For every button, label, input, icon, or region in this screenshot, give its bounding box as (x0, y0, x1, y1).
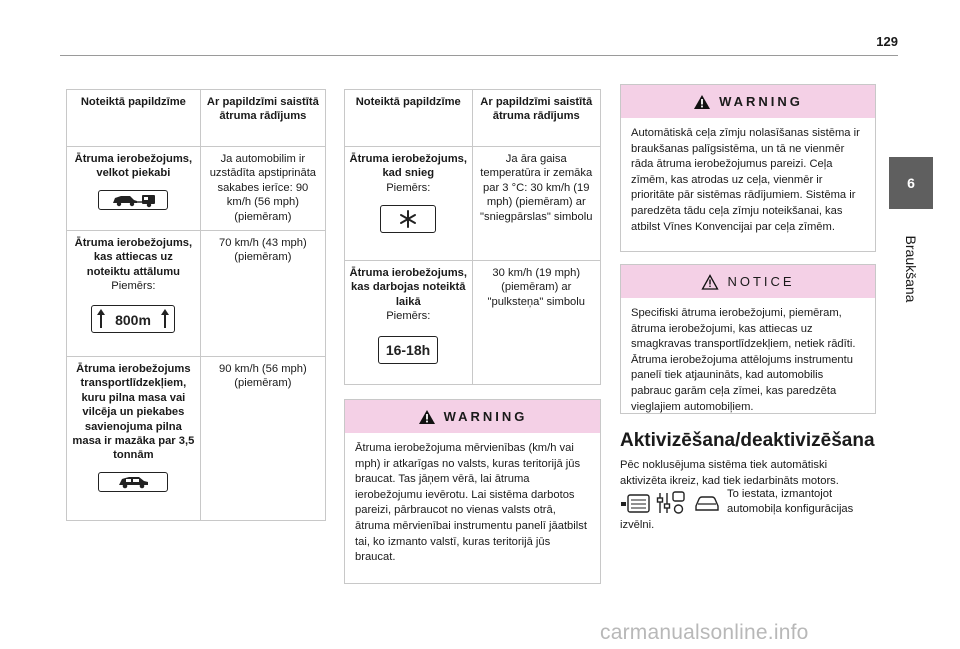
row-label: Ātruma ierobežojums, kad snieg (349, 153, 467, 180)
watermark: carmanualsonline.info (600, 621, 809, 644)
car-with-trailer-icon (98, 190, 168, 210)
example-label: Piemērs: (386, 310, 431, 323)
snowflake-icon (380, 205, 436, 233)
example-label: Piemērs: (111, 280, 156, 293)
notice-text: Specifiski ātruma ierobežojumi, piemēram, ātruma ierobežojumi, kas attiecas uz smagkravas transportlīdzekļiem, netiek rādīti. Ātruma ierobežojuma attēlojums instrumentu panelī tiek atjaunināts, kad automobilis pabrauc garām ceļa zīmei, kas paredzēta vieglajiem automobiļiem. (631, 307, 856, 413)
chapter-title-text: Braukšana (903, 235, 919, 303)
table-row (67, 357, 326, 521)
table-header: Ar papildzīmi saistītā ātruma rādījums (200, 90, 325, 147)
chapter-title (889, 214, 933, 324)
table-header: Noteiktā papildzīme (67, 90, 201, 147)
warning-header (621, 85, 875, 118)
warning-box-units (344, 399, 601, 584)
table-header: Noteiktā papildzīme (345, 90, 473, 147)
warning-title: WARNING (443, 409, 528, 424)
warning-triangle-icon (693, 94, 711, 110)
row-label: Ātruma ierobežojums transportlīdzekļiem, kuru pilna masa vai vilcēja un piekabes savienojuma pilna masa ir mazāka par 3,5 tonnām (72, 363, 195, 462)
car-config-icon (692, 492, 722, 514)
distance-arrows-icon (91, 305, 175, 333)
notice-title: NOTICE (727, 274, 795, 289)
section-heading: Aktivizēšana/deaktivizēšana (620, 430, 875, 451)
table-header-row (345, 90, 601, 147)
table-row (345, 261, 601, 385)
notice-triangle-icon (701, 274, 719, 290)
config-tail: izvēlni. (620, 519, 655, 531)
touchscreen-icon (620, 492, 650, 514)
page-number: 129 (876, 34, 898, 49)
table-header: Ar papildzīmi saistītā ātruma rādījums (472, 90, 600, 147)
table-cell-label (345, 261, 473, 385)
section-intro: Pēc noklusējuma sistēma tiek automātiski aktivizēta ikreiz, kad tiek iedarbināts motors. (620, 459, 839, 487)
warning-header (345, 400, 600, 433)
warning-box-system (620, 84, 876, 252)
time-window-icon (378, 336, 438, 364)
speed-sign-table-right (344, 89, 601, 385)
warning-text: Automātiskā ceļa zīmju nolasīšanas sistēma ir braukšanas palīgsistēma, un tā ne vienmēr rāda ātruma ierobežojumus pareizi. Ceļa zīmēm, kas atrodas uz ceļa, vienmēr ir prioritāte pār sistēmas rādījumiem. Sistēma ir paredzēta tādu ceļa zīmju noteikšanai, kas atbilst Vīnes Konvencijai par ceļa zīmēm. (631, 127, 860, 233)
row-label: Ātruma ierobežojums, velkot piekabi (74, 153, 193, 180)
table-row (67, 147, 326, 231)
notice-header (621, 265, 875, 298)
car-icon (98, 472, 168, 492)
example-label: Piemērs: (386, 181, 431, 194)
row-label: Ātruma ierobežojums, kas darbojas noteiktā laikā (349, 267, 467, 308)
table-cell-value: Ja automobilim ir uzstādīta apstiprināta sakabes ierīce: 90 km/h (56 mph) (piemēram) (200, 147, 325, 231)
table-header-row (67, 90, 326, 147)
table-cell-value: 90 km/h (56 mph) (piemēram) (200, 357, 325, 521)
sign-text: 800m (115, 311, 152, 328)
table-row (345, 147, 601, 261)
table-row (67, 231, 326, 357)
header-rule (60, 55, 898, 56)
sign-text: 16-18h (386, 341, 431, 358)
warning-title: WARNING (719, 94, 803, 109)
table-cell-value: 70 km/h (43 mph) (piemēram) (200, 231, 325, 357)
warning-triangle-icon (418, 409, 436, 425)
config-text: To iestata, izmantojot automobiļa konfigurācijas (727, 488, 854, 515)
table-cell-value: 30 km/h (19 mph) (piemēram) ar "pulksteņa" simbolu (472, 261, 600, 385)
settings-sliders-icon (656, 490, 686, 516)
row-label: Ātruma ierobežojums, kas attiecas uz noteiktu attālumu (74, 237, 193, 278)
table-cell-label (67, 357, 201, 521)
table-cell-label (67, 147, 201, 231)
chapter-number-tab: 6 (889, 157, 933, 209)
table-cell-label (345, 147, 473, 261)
speed-sign-table-left (66, 89, 326, 521)
config-icons (620, 490, 722, 516)
table-cell-label (67, 231, 201, 357)
table-cell-value: Ja āra gaisa temperatūra ir zemāka par 3 °C: 30 km/h (19 mph) (piemēram) ar "sniegpārslas" simbolu (472, 147, 600, 261)
warning-text: Ātruma ierobežojuma mērvienības (km/h vai mph) ir atkarīgas no valsts, kuras teritorijā jūs braucat. Tas jāņem vērā, lai ātruma ierobežojumu ievērotu. Lai sistēma darbotos pareizi, pārbraucot no vienas valsts otrā, ātruma mērvienībai instrumentu panelī jāatbilst tai, ko izmanto valstī, kuras teritorijā jūs braucat. (355, 442, 587, 564)
notice-box (620, 264, 876, 414)
